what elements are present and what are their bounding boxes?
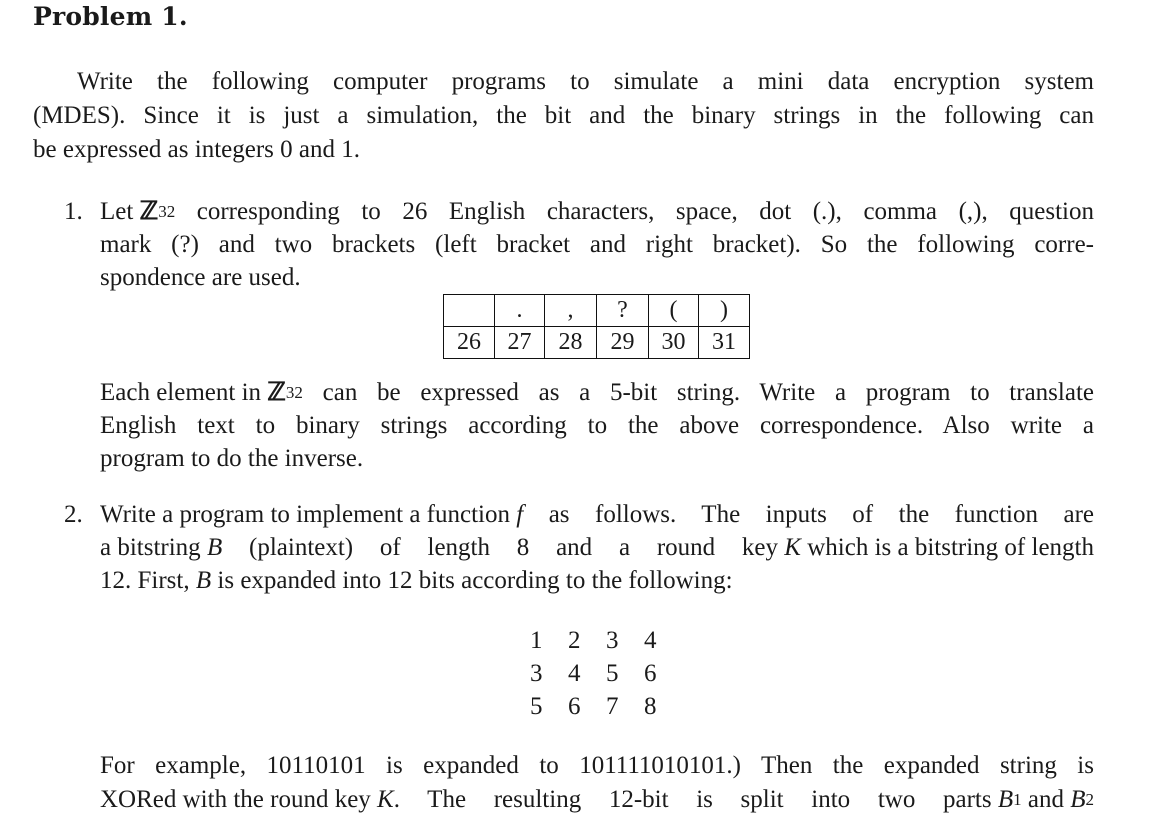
plaintext-symbol: B xyxy=(195,567,212,594)
round-key-symbol: K xyxy=(784,534,801,561)
item-2-line-1-post: as follows. The inputs of the function are xyxy=(523,501,1094,528)
matrix-row xyxy=(530,624,682,657)
integers-mod-symbol: ℤ xyxy=(267,379,286,406)
item-2-para-2-b: . The resulting 12-bit is split into two parts xyxy=(393,786,998,813)
matrix-cell: 2 xyxy=(568,627,581,654)
item-2-line-3-a: 12. First, xyxy=(100,567,196,594)
intro-line-2: (MDES). Since it is just a simulation, the bit and the binary strings in the following can xyxy=(33,102,1094,129)
item-1-para-2-post: can be expressed as a 5-bit string. Write a program to translate xyxy=(302,379,1094,406)
part-b1-symbol: B xyxy=(997,786,1014,813)
value-cell: 29 xyxy=(597,327,649,359)
item-1-para-2-pre: Each element in xyxy=(100,379,268,406)
item-2-line-2-c: which is a bitstring of length xyxy=(800,534,1094,561)
value-cell: 27 xyxy=(495,327,545,359)
item-2-line-3 xyxy=(100,566,733,596)
item-1-line-3: spondence are used. xyxy=(100,264,301,291)
matrix-cell: 6 xyxy=(568,693,581,720)
value-cell: 26 xyxy=(444,327,495,359)
value-cell: 31 xyxy=(699,327,750,359)
matrix-cell: 5 xyxy=(530,693,543,720)
part-b2-symbol: B xyxy=(1070,786,1086,813)
correspondence-table xyxy=(443,294,750,359)
item-2-line-1 xyxy=(100,500,1094,530)
value-cell: 28 xyxy=(545,327,597,359)
round-key-symbol: K xyxy=(377,786,394,813)
table-row-symbols xyxy=(444,295,750,327)
matrix-row xyxy=(530,657,682,690)
symbol-cell-right-bracket: ) xyxy=(699,295,750,327)
matrix-cell: 6 xyxy=(644,660,657,687)
problem-heading: Problem 1. xyxy=(33,2,188,31)
plaintext-symbol: B xyxy=(206,534,223,561)
expansion-matrix xyxy=(530,624,682,723)
item-1-para-2-line-2: English text to binary strings according to the above correspondence. Also write a xyxy=(100,412,1094,439)
part-b2-subscript: 2 xyxy=(1085,790,1094,809)
part-b1-subscript: 1 xyxy=(1013,790,1022,809)
matrix-row xyxy=(530,690,682,723)
matrix-cell: 7 xyxy=(606,693,619,720)
value-cell: 30 xyxy=(649,327,699,359)
integers-mod-symbol: ℤ xyxy=(139,198,159,225)
item-2-para-2-a: XORed with the round key xyxy=(100,786,378,813)
item-1-number: 1. xyxy=(64,198,83,225)
matrix-cell: 3 xyxy=(606,627,619,654)
modulus-subscript: 32 xyxy=(158,202,176,221)
item-2-para-2-line-2 xyxy=(100,785,1094,815)
item-2-line-2 xyxy=(100,533,1094,563)
symbol-cell-comma: , xyxy=(545,295,597,327)
item-2-line-3-b: is expanded into 12 bits according to the following: xyxy=(211,567,733,594)
matrix-cell: 4 xyxy=(644,627,657,654)
symbol-cell-space xyxy=(444,295,495,327)
item-2-number: 2. xyxy=(64,501,83,528)
matrix-cell: 4 xyxy=(568,660,581,687)
function-symbol: f xyxy=(516,501,524,528)
matrix-cell: 3 xyxy=(530,660,543,687)
intro-line-3: be expressed as integers 0 and 1. xyxy=(33,136,360,163)
table-row-values xyxy=(444,327,750,359)
intro-line-1: Write the following computer programs to simulate a mini data encryption system xyxy=(77,68,1094,95)
item-1-line-1-pre: Let xyxy=(100,198,140,225)
symbol-cell-dot: . xyxy=(495,295,545,327)
matrix-cell: 5 xyxy=(606,660,619,687)
item-2-line-1-pre: Write a program to implement a function xyxy=(100,501,517,528)
item-1-para-2-line-3: program to do the inverse. xyxy=(100,445,364,472)
item-2-line-2-b: (plaintext) of length 8 and a round key xyxy=(222,534,785,561)
item-2-para-2-and: and xyxy=(1021,786,1071,813)
item-2-line-2-a: a bitstring xyxy=(100,534,207,561)
item-1-line-1-post: corresponding to 26 English characters, space, dot (.), comma (,), question xyxy=(175,198,1094,225)
matrix-cell: 8 xyxy=(644,693,657,720)
symbol-cell-left-bracket: ( xyxy=(649,295,699,327)
item-1-line-1 xyxy=(100,197,1094,227)
item-1-para-2-line-1 xyxy=(100,378,1094,408)
item-2-para-2-line-1: For example, 10110101 is expanded to 101111010101.) Then the expanded string is xyxy=(100,752,1094,779)
matrix-cell: 1 xyxy=(530,627,543,654)
item-1-line-2: mark (?) and two brackets (left bracket and right bracket). So the following corre- xyxy=(100,231,1094,258)
symbol-cell-question: ? xyxy=(597,295,649,327)
modulus-subscript: 32 xyxy=(285,383,303,402)
